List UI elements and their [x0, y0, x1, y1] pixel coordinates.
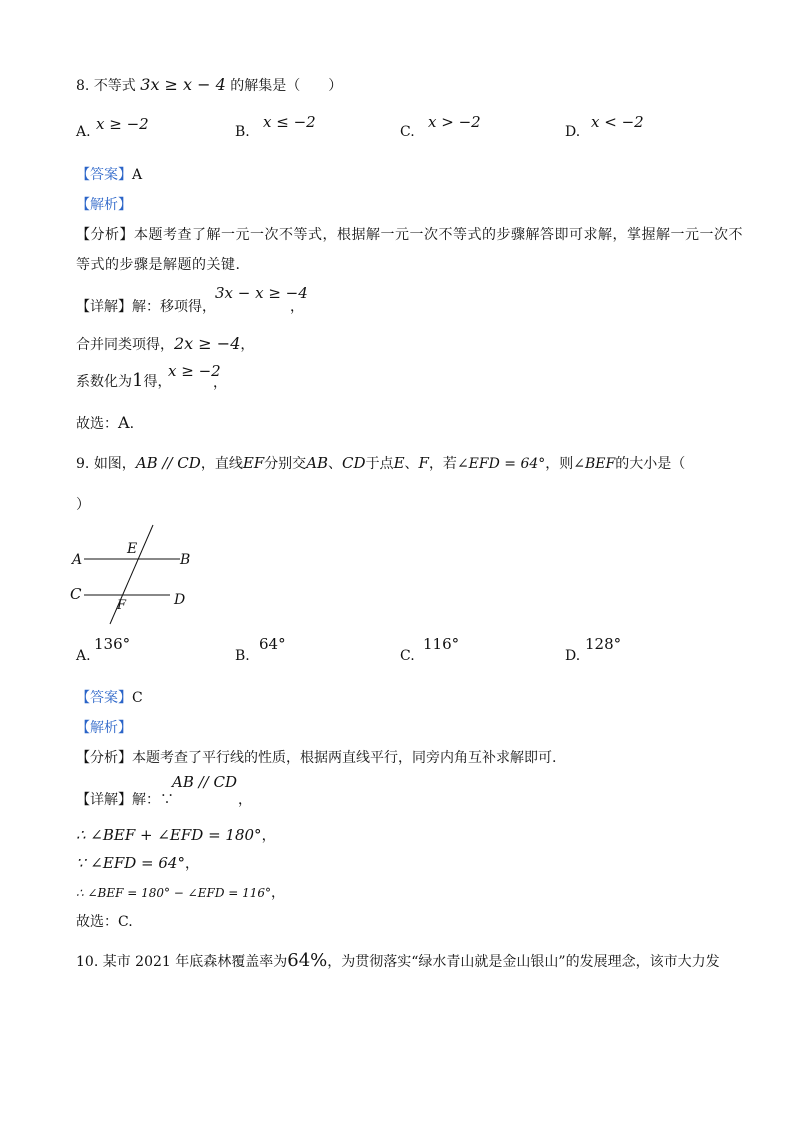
q9-analysis-tag: 【解析】 — [76, 720, 132, 736]
q9-detail-comma: ， — [238, 792, 252, 808]
q8-coef-pre: 系数化为 — [76, 374, 132, 390]
q9-fenxi-tag: 【分析】 — [76, 750, 132, 766]
q9-stem-t7: ，若 — [428, 456, 457, 472]
q9-step1: ∴ ∠BEF + ∠EFD = 180° — [76, 826, 262, 844]
q8-option-a-value: x ≥ −2 — [96, 115, 149, 133]
q8-detail-pre: 解：移项得， — [132, 299, 216, 315]
q9-step3-line — [76, 882, 285, 902]
q8-coef-line — [76, 370, 171, 391]
q9-stem-t5: 于点 — [365, 456, 394, 472]
q9-option-c-value: 116° — [423, 635, 460, 653]
q10-percent: 64% — [287, 950, 328, 971]
q9-stem-t4: 、 — [328, 456, 343, 472]
q8-option-d-value: x < −2 — [591, 113, 644, 131]
q8-choose-pre: 故选： — [76, 416, 118, 432]
q8-fenxi-tag: 【分析】 — [76, 227, 134, 243]
q8-detail-tag: 【详解】 — [76, 299, 132, 315]
q9-option-a-label: A. — [76, 648, 91, 664]
q9-e: E — [393, 454, 405, 472]
q8-stem-pre: 不等式 — [93, 78, 136, 94]
q9-step2-comma: ， — [184, 856, 199, 872]
q9-step2: ∵ ∠EFD = 64° — [76, 854, 185, 872]
q9-stem-t1: 如图， — [93, 456, 136, 472]
q9-answer-tag: 【答案】 — [76, 690, 132, 706]
q8-option-d-label: D. — [565, 124, 581, 140]
q9-ef: EF — [242, 454, 265, 472]
q8-detail-line1 — [76, 296, 216, 316]
q9-stem-t3: 分别交 — [264, 456, 307, 472]
q10-text1: 某市 2021 年底森林覆盖率为 — [102, 954, 288, 970]
q10-text2: ，为贯彻落实“绿水青山就是金山银山”的发展理念，该市大力发 — [327, 954, 720, 970]
q9-step3-comma: ， — [271, 885, 286, 901]
q8-merge-line — [76, 334, 254, 354]
q9-ab: AB — [306, 454, 329, 472]
q8-analysis-tag: 【解析】 — [76, 197, 132, 213]
q8-step3-comma: ， — [213, 375, 227, 391]
figure-label-c: C — [70, 585, 82, 603]
q8-stem-post: 的解集是（ ） — [230, 78, 343, 94]
q9-stem-t9: 的大小是（ — [615, 456, 686, 472]
q9-number: 9. — [76, 456, 90, 472]
q9-choose-line: 故选：C. — [76, 914, 133, 930]
q8-option-b-value: x ≤ −2 — [263, 113, 316, 131]
q8-inequality: 3x ≥ x − 4 — [140, 75, 226, 94]
q9-option-d-label: D. — [565, 648, 581, 664]
q8-step2: 2x ≥ −4 — [174, 334, 241, 353]
q8-step1: 3x − x ≥ −4 — [215, 284, 308, 302]
figure-label-b: B — [180, 552, 191, 568]
figure-label-f: F — [117, 598, 127, 613]
q9-detail-tag: 【详解】 — [76, 792, 132, 808]
q8-option-b-label: B. — [235, 124, 250, 140]
q9-f: F — [418, 454, 429, 472]
q9-answer — [76, 687, 143, 707]
q9-stem-t6: 、 — [404, 456, 419, 472]
q8-choose-period: . — [129, 416, 135, 432]
q9-step3: ∴ ∠BEF = 180° − ∠EFD = 116° — [76, 886, 272, 900]
q9-option-a-value: 136° — [94, 635, 131, 653]
q9-stem-close: ） — [76, 497, 90, 513]
q8-step2-comma: ， — [240, 337, 255, 353]
figure-label-a: A — [72, 552, 83, 568]
q9-option-b-label: B. — [235, 648, 250, 664]
q9-fenxi-text: 本题考查了平行线的性质，根据两直线平行，同旁内角互补求解即可. — [132, 750, 557, 766]
q8-step3: x ≥ −2 — [168, 362, 221, 380]
q9-cd: CD — [342, 454, 366, 472]
q8-answer-value: A — [132, 167, 143, 183]
q9-angle-given: ∠EFD = 64° — [456, 456, 546, 472]
q8-option-c-label: C. — [400, 124, 415, 140]
q9-analysis — [76, 717, 132, 737]
q9-angle-ask: ∠BEF — [573, 456, 616, 472]
q9-stem — [76, 453, 685, 473]
q8-option-a-label: A. — [76, 124, 91, 140]
q9-stem-t2: ，直线 — [200, 456, 243, 472]
q8-coef-one: 1 — [132, 370, 144, 391]
q8-option-c-value: x > −2 — [428, 113, 481, 131]
q9-option-b-value: 64° — [259, 635, 286, 653]
q8-stem — [76, 75, 342, 95]
q9-option-c-label: C. — [400, 648, 415, 664]
q9-stem-t8: ，则 — [545, 456, 574, 472]
q8-number: 8. — [76, 78, 90, 94]
figure-label-d: D — [174, 592, 186, 608]
q8-answer-tag: 【答案】 — [76, 167, 132, 183]
q8-step1-comma: ， — [290, 299, 304, 315]
q9-step1-comma: ， — [261, 828, 276, 844]
q9-step2-line — [76, 853, 199, 873]
q9-fenxi-line — [76, 747, 556, 767]
q8-answer — [76, 164, 142, 184]
q8-fenxi-line2: 等式的步骤是解题的关键. — [76, 257, 241, 273]
figure-label-e: E — [127, 541, 138, 557]
q8-choose-value: A — [118, 413, 130, 432]
q8-choose-line — [76, 413, 134, 433]
q9-option-d-value: 128° — [585, 635, 622, 653]
q8-fenxi-text1: 本题考查了解一元一次不等式，根据解一元一次不等式的步骤解答即可求解，掌握解一元一次不 — [134, 227, 743, 243]
q8-coef-mid: 得， — [143, 374, 172, 390]
q9-detail-line — [76, 789, 174, 809]
q9-parallel-lines-figure — [70, 520, 200, 630]
q9-step1-line — [76, 825, 276, 845]
q10-number: 10. — [76, 954, 99, 970]
q9-detail-expr: AB // CD — [172, 773, 238, 791]
q9-ab-cd: AB // CD — [135, 454, 201, 472]
q8-analysis — [76, 194, 132, 214]
q9-answer-value: C — [132, 690, 143, 706]
q9-detail-pre: 解：∵ — [132, 792, 174, 808]
q10-stem — [76, 950, 720, 971]
q8-fenxi-line1 — [76, 224, 743, 244]
q8-merge-pre: 合并同类项得， — [76, 337, 174, 353]
